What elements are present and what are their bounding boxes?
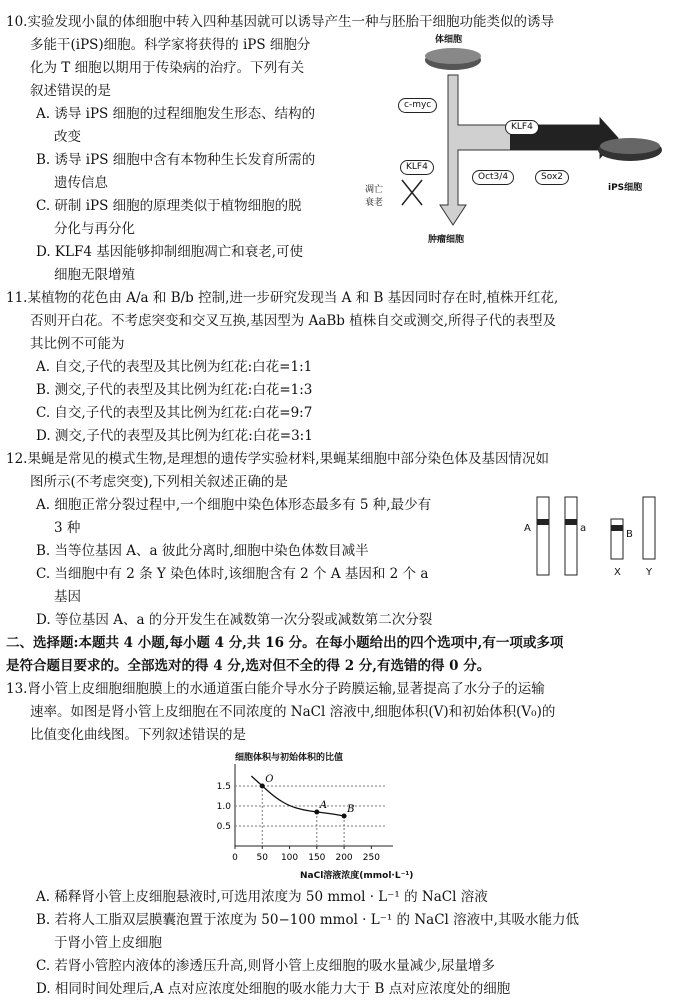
label-B: B [626, 529, 633, 540]
q11-option-a: A. 自交,子代的表型及其比例为红花:白花=1:1 [36, 359, 313, 375]
point-O [260, 784, 265, 789]
chart-title: 细胞体积与初始体积的比值 [235, 753, 344, 763]
y-tick-label: 0.5 [216, 822, 231, 832]
section2-line2: 是符合题目要求的。全部选对的得 4 分,选对但不全的得 2 分,有选错的得 0 分。 [6, 658, 491, 674]
q13-option-b: B. 若将人工脂双层膜囊泡置于浓度为 50−100 mmol · L⁻¹ 的 NaCl 溶液中,其吸水能力低 [36, 912, 579, 928]
point-label-A: A [319, 800, 328, 811]
block-cross [402, 180, 422, 205]
q10-stem-line2: 多能干(iPS)细胞。科学家将获得的 iPS 细胞分 [30, 37, 311, 53]
klf4-gene-top: KLF4 [505, 120, 539, 135]
q11-stem-line2: 否则开白花。不考虑突变和交叉互换,基因型为 AaBb 植株自交或测交,所得子代的表型及 [30, 313, 557, 329]
ips-diagram-svg [360, 30, 670, 255]
label-Y: Y [646, 567, 653, 578]
x-tick-label: 150 [308, 853, 326, 863]
q13-option-d: D. 相同时间处理后,A 点对应浓度处细胞的吸水能力大于 B 点对应浓度处的细胞 [36, 981, 511, 997]
locus-a [565, 519, 577, 525]
chromosome-a-upper [537, 497, 549, 575]
section2-line1: 二、选择题:本题共 4 小题,每小题 4 分,共 16 分。在每小题给出的四个选项中,有一项或多项 [6, 635, 564, 651]
ratio-chart [205, 748, 475, 883]
q13-option-c: C. 若肾小管腔内液体的渗透压升高,则肾小管上皮细胞的吸水量减少,尿量增多 [36, 958, 496, 974]
q10-option-c-cont: 分化与再分化 [54, 221, 135, 237]
q10-option-c: C. 研制 iPS 细胞的原理类似于植物细胞的脱 [36, 198, 302, 214]
q10-stem-line4: 叙述错误的是 [30, 83, 111, 99]
point-label-O: O [265, 774, 274, 785]
label-A: A [524, 523, 531, 534]
q10-option-a-cont: 改变 [54, 129, 81, 145]
q11-option-b: B. 测交,子代的表型及其比例为红花:白花=1:3 [36, 382, 313, 398]
klf4-gene-left: KLF4 [400, 160, 434, 175]
q11-option-c: C. 自交,子代的表型及其比例为红花:白花=9:7 [36, 405, 313, 421]
chromosome-a-lower [565, 497, 577, 575]
chart-xlabel: NaCl溶液浓度(mmol·L⁻¹) [300, 871, 414, 881]
q12-option-a-cont: 3 种 [54, 520, 81, 536]
q13-option-a: A. 稀释肾小管上皮细胞悬液时,可选用浓度为 50 mmol · L⁻¹ 的 NaCl 溶液 [36, 889, 488, 905]
senescence-label: 衰老 [365, 198, 384, 208]
ips-dish-top [600, 138, 660, 154]
chromosome-diagram [520, 495, 670, 585]
q12-option-c: C. 当细胞中有 2 条 Y 染色体时,该细胞含有 2 个 A 基因和 2 个 a [36, 566, 429, 582]
q12-option-b: B. 当等位基因 A、a 彼此分离时,细胞中染色体数目减半 [36, 543, 369, 559]
ips-label: iPS细胞 [608, 183, 643, 193]
q10-option-a: A. 诱导 iPS 细胞的过程细胞发生形态、结构的 [36, 106, 316, 122]
q12-stem-line2: 图所示(不考虑突变),下列相关叙述正确的是 [30, 474, 288, 490]
q11-stem-line1: 11.某植物的花色由 A/a 和 B/b 控制,进一步研究发现当 A 和 B 基因同时存在时,植株开红花, [6, 290, 559, 306]
q10-stem-line3: 化为 T 细胞以期用于传染病的治疗。下列有关 [30, 60, 305, 76]
y-tick-label: 1.5 [216, 782, 231, 792]
chart-svg [205, 762, 475, 870]
q12-option-c-cont: 基因 [54, 589, 81, 605]
q12-option-d: D. 等位基因 A、a 的分开发生在减数第一次分裂或减数第二次分裂 [36, 612, 433, 628]
sox-gene: Sox2 [535, 170, 569, 185]
label-X: X [614, 567, 621, 578]
q10-option-b-cont: 遗传信息 [54, 175, 108, 191]
point-A [314, 810, 319, 815]
x-tick-label: 50 [256, 853, 268, 863]
q13-stem-line3: 比值变化曲线图。下列叙述错误的是 [30, 727, 246, 743]
q11-stem-line3: 其比例不可能为 [30, 336, 125, 352]
q11-option-d: D. 测交,子代的表型及其比例为红花:白花=3:1 [36, 428, 313, 444]
chromosome-y [643, 497, 655, 559]
ips-diagram [360, 30, 670, 255]
q10-stem-line1: 10.实验发现小鼠的体细胞中转入四种基因就可以诱导产生一种与胚胎干细胞功能类似的诱导 [6, 14, 554, 30]
locus-A [537, 519, 549, 525]
x-tick-label: 200 [335, 853, 353, 863]
q10-option-b: B. 诱导 iPS 细胞中含有本物种生长发育所需的 [36, 152, 316, 168]
cmyc-gene: c-myc [398, 98, 437, 113]
apoptosis-label: 凋亡 [365, 185, 384, 195]
locus-B [611, 525, 623, 531]
point-label-B: B [347, 804, 355, 815]
q10-option-d-cont: 细胞无限增殖 [54, 267, 135, 283]
point-B [342, 814, 347, 819]
q12-option-a: A. 细胞正常分裂过程中,一个细胞中染色体形态最多有 5 种,最少有 [36, 497, 432, 513]
x-tick-label: 0 [232, 853, 238, 863]
somatic-label: 体细胞 [435, 35, 463, 45]
x-tick-label: 250 [362, 853, 380, 863]
y-tick-label: 1.0 [216, 802, 231, 812]
q12-stem-line1: 12.果蝇是常见的模式生物,是理想的遗传学实验材料,果蝇某细胞中部分染色体及基因情况如 [6, 451, 550, 467]
label-a: a [580, 523, 587, 534]
tumor-label: 肿瘤细胞 [428, 235, 465, 245]
q13-option-b-cont: 于肾小管上皮细胞 [54, 935, 162, 951]
x-tick-label: 100 [280, 853, 299, 863]
q10-option-d: D. KLF4 基因能够抑制细胞凋亡和衰老,可使 [36, 244, 304, 260]
q13-stem-line2: 速率。如图是肾小管上皮细胞在不同浓度的 NaCl 溶液中,细胞体积(V)和初始体积(V₀)的 [30, 704, 556, 720]
oct-gene: Oct3/4 [472, 170, 514, 185]
q13-stem-line1: 13.肾小管上皮细胞细胞膜上的水通道蛋白能介导水分子跨膜运输,显著提高了水分子的运输 [6, 681, 545, 697]
